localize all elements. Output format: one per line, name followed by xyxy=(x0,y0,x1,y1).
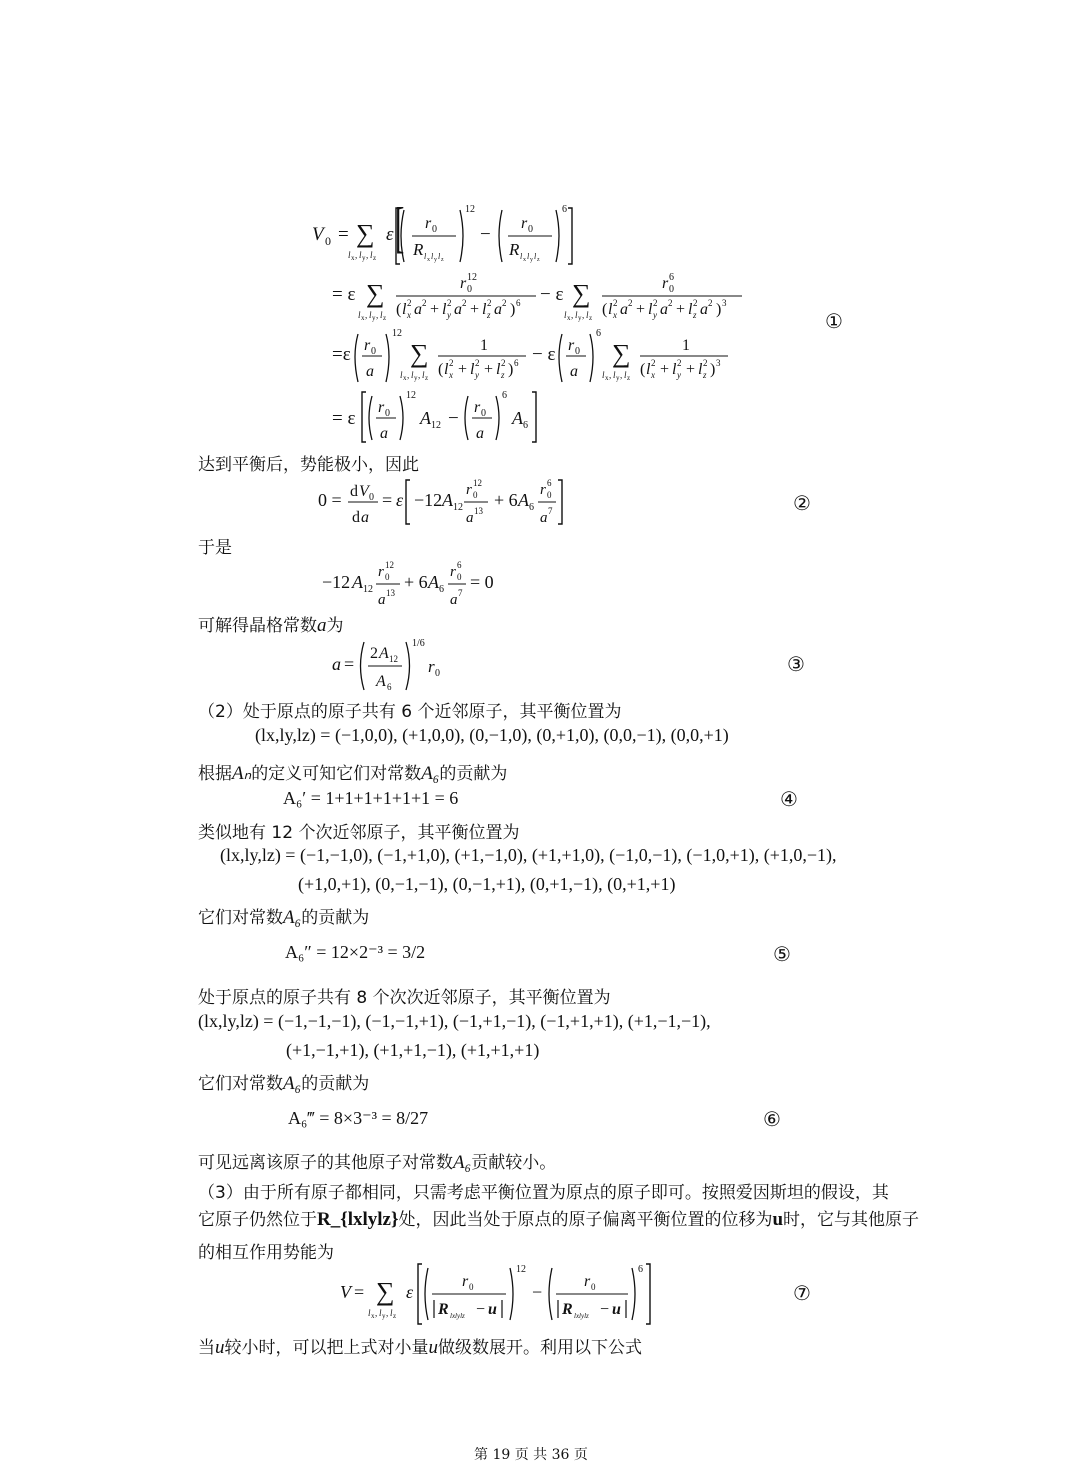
svg-text:z: z xyxy=(425,374,429,382)
svg-text:= ε: = ε xyxy=(332,408,356,429)
svg-text:∑: ∑ xyxy=(410,339,429,368)
svg-text:z: z xyxy=(627,374,631,382)
equation-number-2: ② xyxy=(793,491,811,515)
svg-text:6: 6 xyxy=(638,1264,643,1275)
svg-text:6: 6 xyxy=(596,328,601,339)
svg-text:l: l xyxy=(624,370,627,380)
equation-number-6: ⑥ xyxy=(763,1107,781,1131)
svg-text:0 =: 0 = xyxy=(318,490,342,510)
svg-text:l: l xyxy=(564,310,567,320)
svg-text:6: 6 xyxy=(529,502,534,513)
svg-text:u: u xyxy=(488,1301,497,1318)
svg-text:A: A xyxy=(442,490,453,510)
svg-text:a: a xyxy=(332,654,341,674)
paragraph-lattice-constant: 可解得晶格常数a为 xyxy=(198,615,344,636)
svg-text:6: 6 xyxy=(669,272,674,283)
svg-text:(: ( xyxy=(396,301,402,318)
svg-text:A: A xyxy=(352,572,363,592)
svg-text:a: a xyxy=(620,301,628,318)
svg-text:0: 0 xyxy=(385,408,390,419)
svg-text:2: 2 xyxy=(703,358,708,368)
svg-text:∑: ∑ xyxy=(366,279,385,308)
svg-text:+: + xyxy=(686,361,696,378)
svg-text:7: 7 xyxy=(548,506,553,516)
svg-text:y: y xyxy=(382,1312,386,1320)
svg-text:6: 6 xyxy=(562,204,567,215)
svg-text:l: l xyxy=(470,361,475,378)
svg-text:l: l xyxy=(402,301,407,318)
svg-text:=: = xyxy=(338,224,349,245)
svg-text:,: , xyxy=(355,250,358,260)
svg-text:r: r xyxy=(462,1273,469,1290)
svg-text:∑: ∑ xyxy=(376,1277,395,1306)
equation-number-3: ③ xyxy=(787,652,805,676)
svg-text:a: a xyxy=(366,363,374,380)
svg-text:12: 12 xyxy=(467,272,477,283)
svg-text:=: = xyxy=(382,490,393,510)
svg-text:= ε: = ε xyxy=(332,284,356,305)
svg-text:z: z xyxy=(537,257,540,263)
svg-text:x: x xyxy=(605,374,609,382)
svg-text:−: − xyxy=(480,224,491,245)
svg-text:ε: ε xyxy=(396,490,404,510)
svg-text:z: z xyxy=(501,370,505,380)
svg-text:1: 1 xyxy=(480,337,488,354)
svg-text:6: 6 xyxy=(516,298,521,308)
svg-text:,: , xyxy=(366,250,369,260)
svg-text:+: + xyxy=(458,361,468,378)
equation-5: A₆″ = 12×2⁻³ = 3/2 xyxy=(285,942,426,962)
svg-text:u: u xyxy=(612,1301,621,1318)
equation-6: A₆‴ = 8×3⁻³ = 8/27 xyxy=(288,1108,429,1128)
paragraph-definition: 根据Aₙ的定义可知它们对常数A₆的贡献为 xyxy=(198,763,508,784)
paragraph-part-2: （2）处于原点的原子共有 6 个近邻原子，其平衡位置为 xyxy=(198,702,622,722)
svg-text:l: l xyxy=(520,252,523,261)
svg-text:R: R xyxy=(413,240,424,259)
svg-text:a: a xyxy=(361,509,369,526)
svg-text:r: r xyxy=(378,564,384,580)
svg-text:a: a xyxy=(540,510,548,526)
svg-text:l: l xyxy=(390,1308,393,1318)
svg-text:2: 2 xyxy=(449,358,454,368)
svg-text:l: l xyxy=(646,361,651,378)
svg-text:x: x xyxy=(351,254,355,262)
svg-text:r: r xyxy=(474,399,481,416)
svg-text:l: l xyxy=(442,301,447,318)
paragraph-contribution-3: 它们对常数A₆的贡献为 xyxy=(198,1073,370,1094)
svg-text:x: x xyxy=(403,374,407,382)
svg-text:6: 6 xyxy=(514,358,519,368)
paragraph-part-3: （3）由于所有原子都相同，只需考虑平衡位置为原点的原子即可。按照爱因斯坦的假设，其 xyxy=(198,1183,889,1203)
svg-text:3: 3 xyxy=(716,358,721,368)
svg-text:l: l xyxy=(348,250,351,260)
svg-text:6: 6 xyxy=(387,682,392,692)
svg-text:z: z xyxy=(693,310,697,320)
equation-7 xyxy=(338,1260,658,1328)
svg-text:13: 13 xyxy=(474,506,483,516)
second-neighbor-positions-2: (+1,0,+1), (0,−1,−1), (0,−1,+1), (0,+1,−1), (0,+1,+1) xyxy=(298,874,676,894)
svg-text:y: y xyxy=(447,310,451,320)
svg-text:a: a xyxy=(378,592,386,608)
svg-text:a: a xyxy=(494,301,502,318)
svg-text:r: r xyxy=(521,215,528,232)
svg-text:0: 0 xyxy=(528,224,533,235)
svg-text:2: 2 xyxy=(693,298,698,308)
equation-3 xyxy=(330,636,450,694)
svg-text:a: a xyxy=(476,425,484,442)
svg-text:2: 2 xyxy=(651,358,656,368)
svg-text:12: 12 xyxy=(363,584,373,595)
page-footer: 第 19 页 共 36 页 xyxy=(474,1447,588,1463)
svg-text:l: l xyxy=(527,252,530,261)
svg-text:0: 0 xyxy=(432,224,437,235)
svg-text:): ) xyxy=(716,301,722,318)
svg-text:l: l xyxy=(575,310,578,320)
svg-text:y: y xyxy=(653,310,657,320)
svg-text:,: , xyxy=(571,310,574,320)
svg-text:2: 2 xyxy=(628,298,633,308)
svg-text:): ) xyxy=(508,361,514,378)
svg-text:6: 6 xyxy=(457,560,462,570)
svg-text:y: y xyxy=(475,370,479,380)
svg-text:6: 6 xyxy=(547,478,552,488)
svg-text:[: [ xyxy=(395,196,405,259)
svg-text:12: 12 xyxy=(453,502,463,513)
svg-text:l: l xyxy=(438,252,441,261)
svg-text:l: l xyxy=(586,310,589,320)
svg-text:r: r xyxy=(364,337,371,354)
svg-text:A: A xyxy=(512,408,523,428)
svg-text:∑: ∑ xyxy=(612,339,631,368)
svg-text:l: l xyxy=(379,1308,382,1318)
svg-text:z: z xyxy=(703,370,707,380)
svg-text:a: a xyxy=(450,592,458,608)
svg-text:13: 13 xyxy=(386,588,395,598)
svg-text:2: 2 xyxy=(487,298,492,308)
svg-text:l: l xyxy=(359,250,362,260)
svg-text:x: x xyxy=(567,314,571,322)
svg-text:l: l xyxy=(698,361,703,378)
svg-text:l: l xyxy=(496,361,501,378)
svg-text:2: 2 xyxy=(370,645,378,662)
svg-text:lxlylz: lxlylz xyxy=(450,1312,465,1320)
svg-text:6: 6 xyxy=(523,420,528,431)
svg-text:A: A xyxy=(518,490,529,510)
svg-text:∑: ∑ xyxy=(572,279,591,308)
svg-text:1/6: 1/6 xyxy=(412,638,425,649)
paragraph-third-neighbors: 处于原点的原子共有 8 个次次近邻原子，其平衡位置为 xyxy=(198,988,611,1008)
svg-text:lxlylz: lxlylz xyxy=(574,1312,589,1320)
svg-text:l: l xyxy=(369,310,372,320)
svg-text:,: , xyxy=(620,370,623,380)
svg-text:(: ( xyxy=(438,361,444,378)
svg-text:2: 2 xyxy=(422,298,427,308)
svg-text:r: r xyxy=(540,482,546,498)
equation-number-4: ④ xyxy=(780,787,798,811)
svg-text:V: V xyxy=(312,224,324,245)
svg-text:2: 2 xyxy=(502,298,507,308)
svg-text:r: r xyxy=(460,275,467,292)
svg-text:V: V xyxy=(359,483,369,500)
svg-text:r: r xyxy=(450,564,456,580)
svg-text:+: + xyxy=(470,301,480,318)
equation-number-5: ⑤ xyxy=(773,942,791,966)
svg-text:y: y xyxy=(362,254,366,262)
svg-text:R: R xyxy=(562,1301,573,1318)
svg-text:12: 12 xyxy=(473,478,482,488)
nearest-neighbor-positions: (lx,ly,lz) = (−1,0,0), (+1,0,0), (0,−1,0), (0,+1,0), (0,0,−1), (0,0,+1) xyxy=(255,725,729,745)
svg-text:l: l xyxy=(368,1308,371,1318)
svg-text:y: y xyxy=(434,257,437,263)
svg-text:2: 2 xyxy=(668,298,673,308)
svg-text:x: x xyxy=(361,314,365,322)
svg-text:+ 6: + 6 xyxy=(404,572,428,592)
svg-text:∑: ∑ xyxy=(356,219,375,248)
svg-text:=: = xyxy=(354,1282,365,1302)
svg-text:0: 0 xyxy=(457,572,462,582)
svg-text:x: x xyxy=(427,257,430,263)
svg-text:12: 12 xyxy=(392,328,402,339)
svg-text:0: 0 xyxy=(481,408,486,419)
svg-text:a: a xyxy=(454,301,462,318)
paragraph-contribution-2: 它们对常数A₆的贡献为 xyxy=(198,907,370,928)
svg-text:12: 12 xyxy=(465,204,475,215)
svg-text:y: y xyxy=(414,374,418,382)
svg-text:r: r xyxy=(378,399,385,416)
svg-text:r: r xyxy=(466,482,472,498)
svg-text:0: 0 xyxy=(547,490,552,500)
svg-text:A: A xyxy=(376,673,386,690)
svg-text:+: + xyxy=(484,361,494,378)
svg-text:0: 0 xyxy=(473,490,478,500)
paragraph-equilibrium: 达到平衡后，势能极小，因此 xyxy=(198,455,419,475)
svg-text:y: y xyxy=(677,370,681,380)
svg-text:2: 2 xyxy=(653,298,658,308)
equation-1 xyxy=(300,196,770,446)
svg-text:l: l xyxy=(358,310,361,320)
svg-text:l: l xyxy=(400,370,403,380)
svg-text:l: l xyxy=(444,361,449,378)
svg-text:12: 12 xyxy=(389,654,398,664)
svg-text:a: a xyxy=(466,510,474,526)
svg-text:1: 1 xyxy=(682,337,690,354)
svg-text:6: 6 xyxy=(439,584,444,595)
svg-text:,: , xyxy=(376,310,379,320)
svg-text:l: l xyxy=(431,252,434,261)
equation-2b xyxy=(322,558,502,610)
paragraph-conclusion: 可见远离该原子的其他原子对常数A₆贡献较小。 xyxy=(198,1152,557,1173)
equation-2 xyxy=(316,476,576,532)
svg-text:l: l xyxy=(648,301,653,318)
svg-text:=ε: =ε xyxy=(332,344,351,365)
svg-text:A: A xyxy=(420,408,431,428)
svg-text:2: 2 xyxy=(708,298,713,308)
svg-text:r: r xyxy=(584,1273,591,1290)
svg-text:x: x xyxy=(613,310,617,320)
svg-text:): ) xyxy=(710,361,716,378)
svg-text:a: a xyxy=(414,301,422,318)
svg-text:−: − xyxy=(600,1301,610,1318)
paragraph-expansion: 当u较小时，可以把上式对小量u做级数展开。利用以下公式 xyxy=(198,1337,642,1358)
svg-text:−12: −12 xyxy=(322,572,351,592)
svg-text:−: − xyxy=(448,408,459,429)
svg-text:+: + xyxy=(660,361,670,378)
svg-text:0: 0 xyxy=(435,668,440,679)
svg-text:y: y xyxy=(578,314,582,322)
svg-text:2: 2 xyxy=(462,298,467,308)
equation-4: A₆′ = 1+1+1+1+1+1 = 6 xyxy=(283,788,459,808)
svg-text:,: , xyxy=(386,1308,389,1318)
svg-text:l: l xyxy=(608,301,613,318)
svg-text:−: − xyxy=(532,1282,543,1302)
svg-text:x: x xyxy=(523,257,526,263)
svg-text:a: a xyxy=(700,301,708,318)
svg-text:2: 2 xyxy=(501,358,506,368)
svg-text:A: A xyxy=(379,645,389,662)
svg-text:+ 6: + 6 xyxy=(494,490,518,510)
svg-text:x: x xyxy=(651,370,655,380)
equation-number-1: ① xyxy=(825,309,843,333)
svg-text:0: 0 xyxy=(385,572,390,582)
svg-text:l: l xyxy=(422,370,425,380)
svg-text:2: 2 xyxy=(475,358,480,368)
svg-text:d: d xyxy=(352,509,360,526)
svg-text:+: + xyxy=(676,301,686,318)
svg-text:a: a xyxy=(660,301,668,318)
svg-text:z: z xyxy=(393,1312,397,1320)
svg-text:z: z xyxy=(441,257,444,263)
svg-text:y: y xyxy=(372,314,376,322)
paragraph-thus: 于是 xyxy=(198,538,232,558)
third-neighbor-positions-1: (lx,ly,lz) = (−1,−1,−1), (−1,−1,+1), (−1,+1,−1), (−1,+1,+1), (+1,−1,−1), xyxy=(198,1011,711,1031)
third-neighbor-positions-2: (+1,−1,+1), (+1,+1,−1), (+1,+1,+1) xyxy=(286,1040,540,1060)
svg-text:x: x xyxy=(371,1312,375,1320)
svg-text:,: , xyxy=(375,1308,378,1318)
svg-text:,: , xyxy=(609,370,612,380)
svg-text:l: l xyxy=(534,252,537,261)
svg-text:0: 0 xyxy=(371,346,376,357)
svg-text:−: − xyxy=(476,1301,486,1318)
svg-text:r: r xyxy=(568,337,575,354)
svg-text:r: r xyxy=(425,215,432,232)
svg-text:l: l xyxy=(482,301,487,318)
svg-text:a: a xyxy=(380,425,388,442)
paragraph-second-neighbors: 类似地有 12 个次近邻原子，其平衡位置为 xyxy=(198,823,520,843)
svg-text:7: 7 xyxy=(458,588,463,598)
svg-text:+: + xyxy=(636,301,646,318)
equation-number-7: ⑦ xyxy=(793,1281,811,1305)
svg-text:3: 3 xyxy=(722,298,727,308)
svg-text:l: l xyxy=(602,370,605,380)
svg-text:y: y xyxy=(616,374,620,382)
second-neighbor-positions-1: (lx,ly,lz) = (−1,−1,0), (−1,+1,0), (+1,−1,0), (+1,+1,0), (−1,0,−1), (−1,0,+1), (+1,0,−1), xyxy=(220,845,837,865)
svg-text:z: z xyxy=(487,310,491,320)
svg-text:l: l xyxy=(424,252,427,261)
svg-text:d: d xyxy=(350,483,358,500)
svg-text:l: l xyxy=(411,370,414,380)
svg-text:r: r xyxy=(662,275,669,292)
svg-text:= 0: = 0 xyxy=(470,572,494,592)
svg-text:x: x xyxy=(407,310,411,320)
svg-text:0: 0 xyxy=(469,1282,474,1292)
svg-text:2: 2 xyxy=(613,298,618,308)
svg-text:2: 2 xyxy=(677,358,682,368)
svg-text:,: , xyxy=(582,310,585,320)
svg-text:A: A xyxy=(428,572,439,592)
svg-text:,: , xyxy=(407,370,410,380)
svg-text:y: y xyxy=(530,257,533,263)
paragraph-interaction: 的相互作用势能为 xyxy=(198,1243,334,1263)
svg-text:ε: ε xyxy=(406,1282,414,1302)
svg-text:12: 12 xyxy=(385,560,394,570)
svg-text:6: 6 xyxy=(502,390,507,401)
svg-text:z: z xyxy=(373,254,377,262)
svg-text:z: z xyxy=(383,314,387,322)
svg-text:l: l xyxy=(672,361,677,378)
svg-text:l: l xyxy=(688,301,693,318)
svg-text:0: 0 xyxy=(591,1282,596,1292)
svg-text:0: 0 xyxy=(575,346,580,357)
svg-text:−12: −12 xyxy=(414,490,443,510)
svg-text:0: 0 xyxy=(325,234,331,248)
paragraph-part-3-cont: 它原子仍然位于R_{lxlylz}处，因此当处于原点的原子偏离平衡位置的位移为u时，它与其他原子 xyxy=(198,1209,920,1230)
svg-text:R: R xyxy=(509,240,520,259)
svg-text:+: + xyxy=(430,301,440,318)
svg-text:2: 2 xyxy=(407,298,412,308)
svg-text:0: 0 xyxy=(369,492,374,503)
svg-text:ε: ε xyxy=(386,224,394,245)
svg-text:=: = xyxy=(344,654,355,674)
svg-text:a: a xyxy=(570,363,578,380)
svg-text:z: z xyxy=(589,314,593,322)
svg-text:,: , xyxy=(418,370,421,380)
svg-text:(: ( xyxy=(602,301,608,318)
svg-text:): ) xyxy=(510,301,516,318)
svg-text:r: r xyxy=(428,657,435,676)
svg-text:l: l xyxy=(613,370,616,380)
svg-text:l: l xyxy=(380,310,383,320)
svg-text:12: 12 xyxy=(516,1264,526,1275)
svg-text:2: 2 xyxy=(447,298,452,308)
svg-text:− ε: − ε xyxy=(540,284,564,305)
svg-text:12: 12 xyxy=(406,390,416,401)
svg-text:12: 12 xyxy=(431,420,441,431)
svg-text:(: ( xyxy=(640,361,646,378)
svg-text:,: , xyxy=(365,310,368,320)
svg-text:− ε: − ε xyxy=(532,344,556,365)
svg-text:0: 0 xyxy=(669,284,674,295)
svg-text:0: 0 xyxy=(467,284,472,295)
svg-text:R: R xyxy=(438,1301,449,1318)
svg-text:V: V xyxy=(340,1282,351,1302)
svg-text:l: l xyxy=(370,250,373,260)
svg-text:x: x xyxy=(449,370,453,380)
